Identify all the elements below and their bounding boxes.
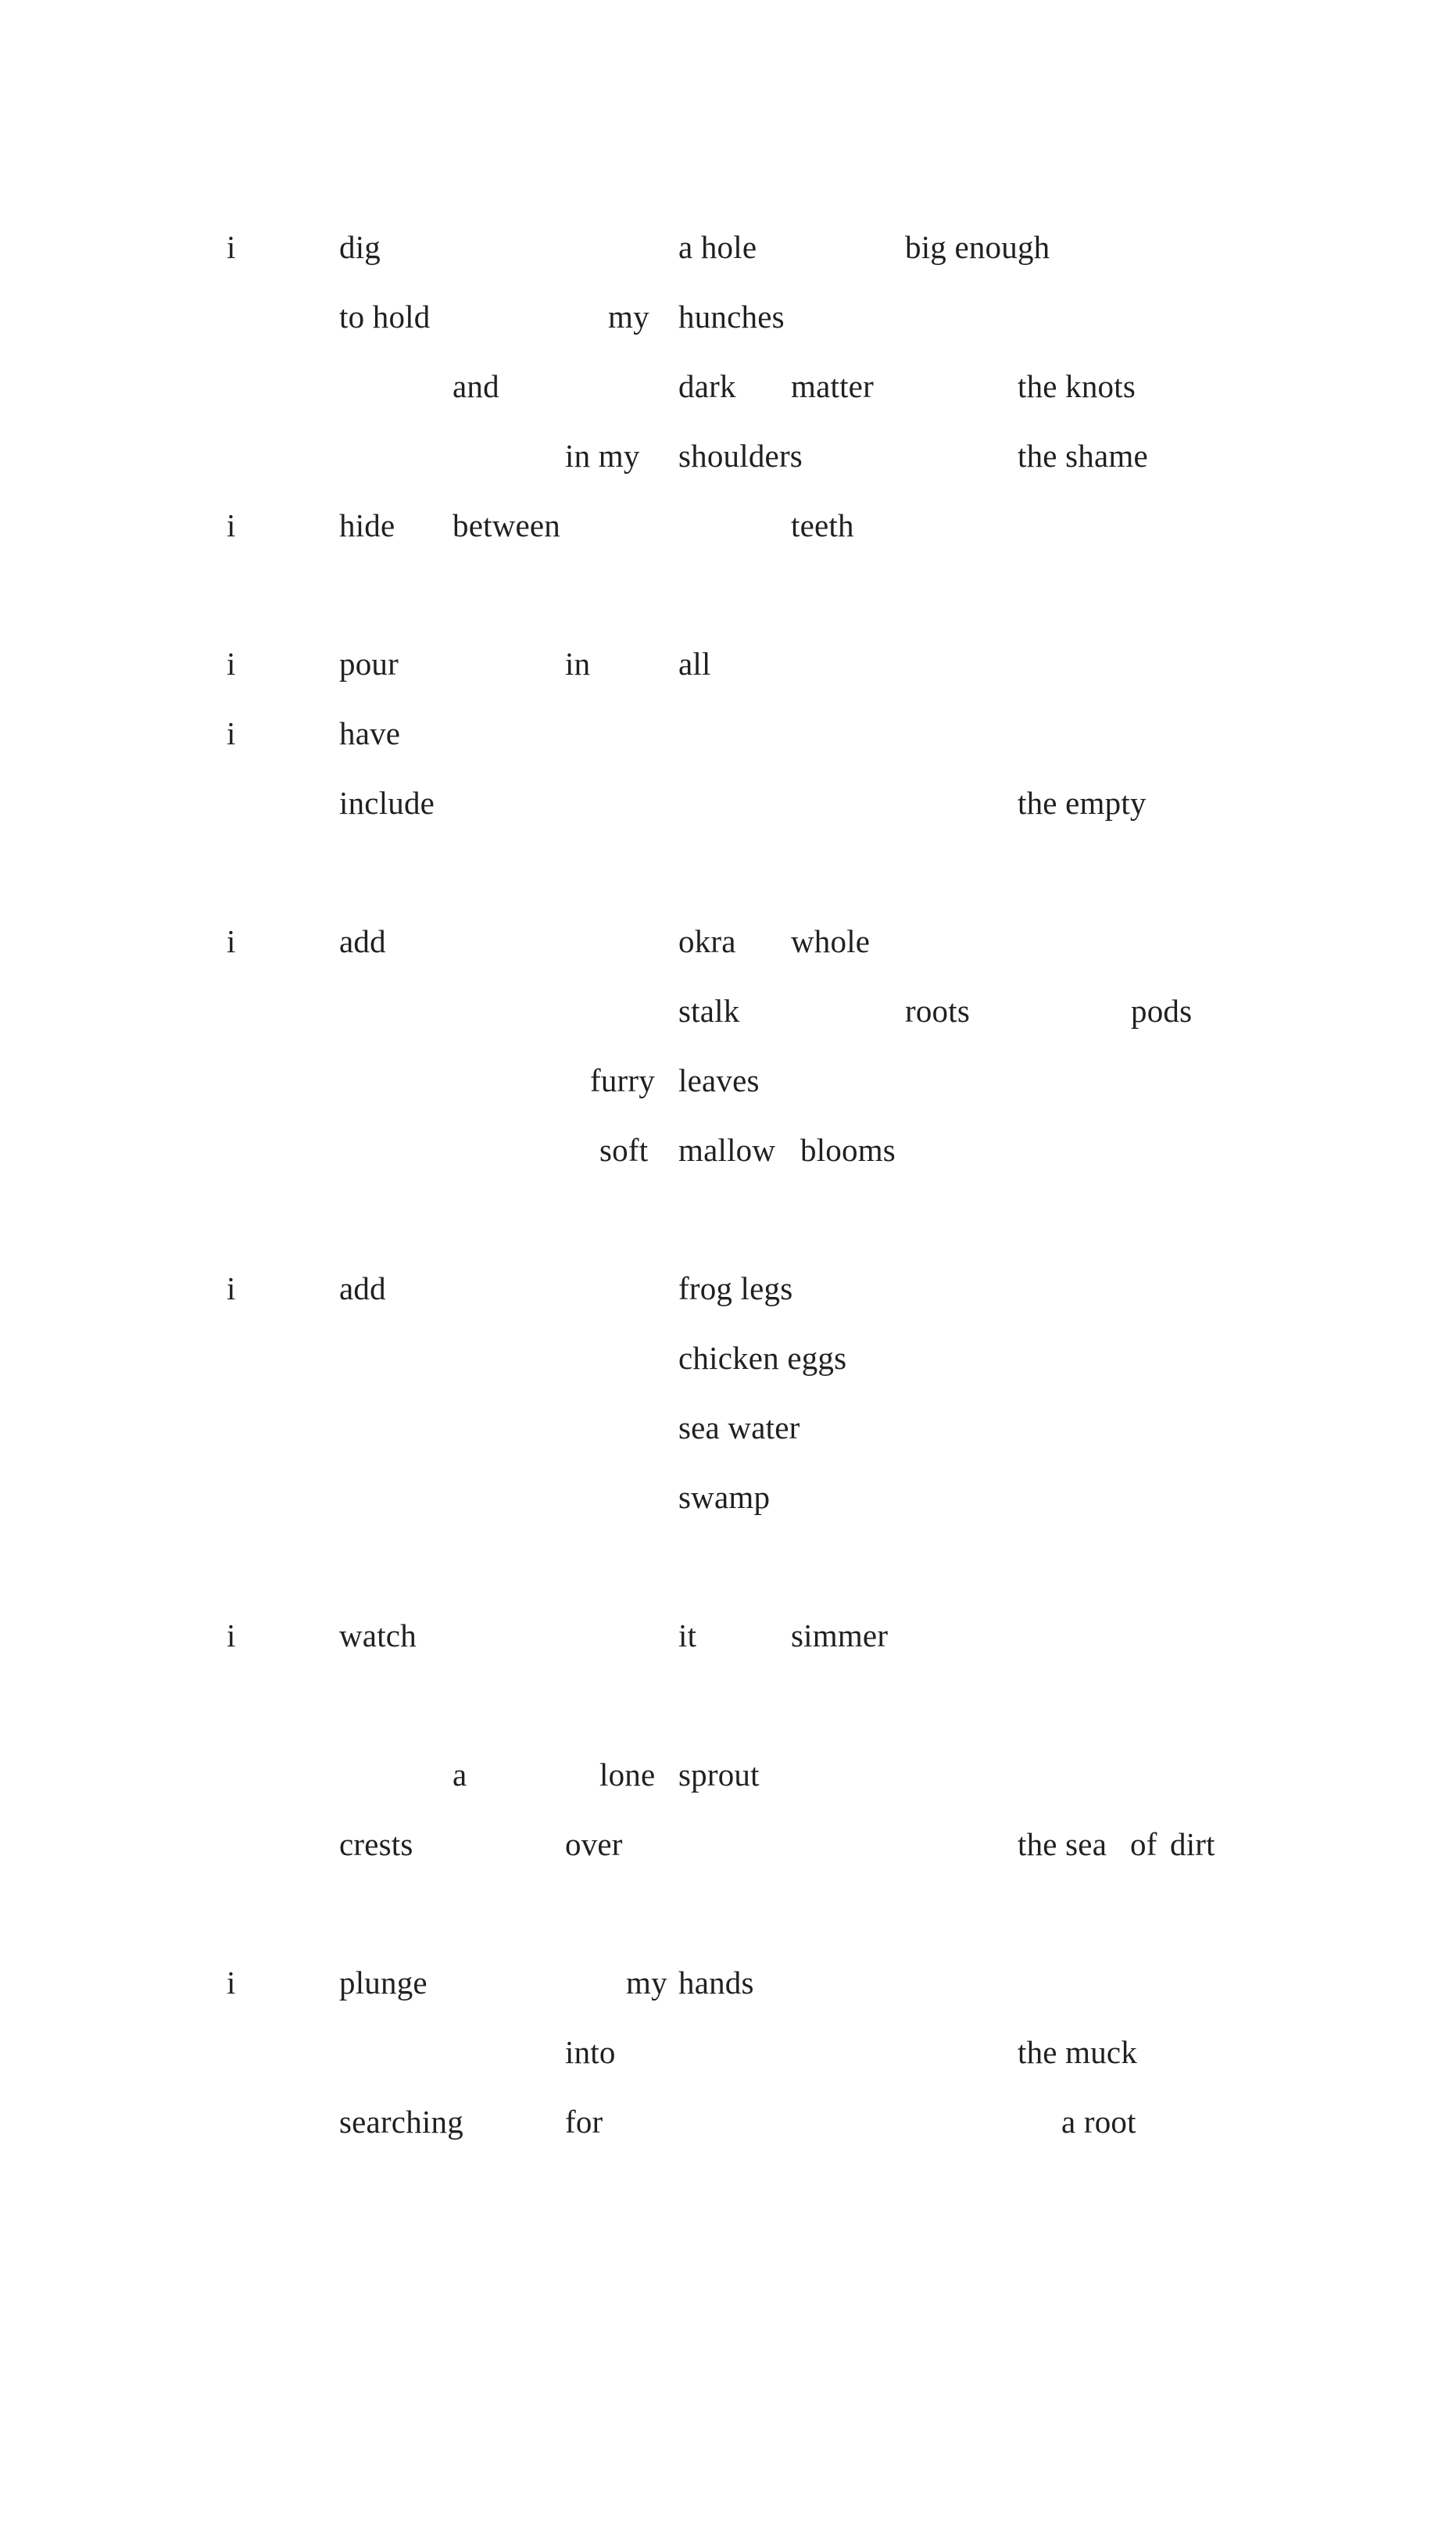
poem-word: frog legs xyxy=(678,1270,793,1306)
poem-word: whole xyxy=(791,923,871,959)
poem-word: i xyxy=(227,646,236,682)
poem-word: into xyxy=(565,2034,616,2070)
poem-word: searching xyxy=(339,2104,463,2140)
poem-word: my xyxy=(608,299,649,335)
poem-word: in xyxy=(565,646,591,682)
poem-word: watch xyxy=(339,1617,417,1653)
poem-word: chicken eggs xyxy=(678,1340,847,1376)
poem-word: i xyxy=(227,1965,236,2001)
poem-word: i xyxy=(227,507,236,543)
poem-word: in my xyxy=(565,438,640,474)
poem-word: and xyxy=(453,368,499,404)
poem-word: dirt xyxy=(1170,1826,1215,1862)
poem-word: shoulders xyxy=(678,438,803,474)
poem-word: a hole xyxy=(678,229,757,265)
poem-word: matter xyxy=(791,368,874,404)
poem-word: have xyxy=(339,715,401,751)
poem-word: dig xyxy=(339,229,381,265)
poem-word: my xyxy=(626,1965,667,2001)
poem-word: stalk xyxy=(678,993,740,1029)
poem-word: furry xyxy=(590,1062,655,1098)
poem-word: roots xyxy=(905,993,970,1029)
poem-word: crests xyxy=(339,1826,413,1862)
poem-word: sprout xyxy=(678,1757,760,1793)
poem-word: leaves xyxy=(678,1062,760,1098)
poem-word: i xyxy=(227,1270,236,1306)
poem-word: over xyxy=(565,1826,623,1862)
poem-word: lone xyxy=(599,1757,656,1793)
poem-word: between xyxy=(453,507,560,543)
poem-word: i xyxy=(227,229,236,265)
poem-word: include xyxy=(339,785,435,821)
poem-word: pods xyxy=(1131,993,1193,1029)
poem-word: big enough xyxy=(905,229,1050,265)
poem-word: plunge xyxy=(339,1965,427,2001)
poem-word: sea water xyxy=(678,1410,800,1445)
poem-word: to hold xyxy=(339,299,431,335)
poem-word: add xyxy=(339,923,386,959)
poem-word: the knots xyxy=(1018,368,1136,404)
poem-word: the shame xyxy=(1018,438,1148,474)
poem-word: the empty xyxy=(1018,785,1147,821)
poem-word: simmer xyxy=(791,1617,889,1653)
poem-word: hide xyxy=(339,507,395,543)
poem-word: soft xyxy=(599,1132,649,1168)
poem-word: pour xyxy=(339,646,399,682)
poem-word: all xyxy=(678,646,711,682)
poem-word: of xyxy=(1130,1826,1157,1862)
poem-word: hunches xyxy=(678,299,785,335)
poem-word: for xyxy=(565,2104,603,2140)
poem-word: teeth xyxy=(791,507,854,543)
poem-word: hands xyxy=(678,1965,754,2001)
poem-word: swamp xyxy=(678,1479,771,1515)
poem-word: okra xyxy=(678,923,736,959)
poem-word: i xyxy=(227,923,236,959)
poem-word: the muck xyxy=(1018,2034,1138,2070)
poem-word: dark xyxy=(678,368,736,404)
poem-word: mallow xyxy=(678,1132,776,1168)
poem-word: a xyxy=(453,1757,467,1793)
poem-word: it xyxy=(678,1617,697,1653)
poem-word: i xyxy=(227,715,236,751)
poem-word: add xyxy=(339,1270,386,1306)
poem-word: the sea xyxy=(1018,1826,1107,1862)
poem-word: a root xyxy=(1061,2104,1136,2140)
poem-word: blooms xyxy=(800,1132,896,1168)
poem-word: i xyxy=(227,1617,236,1653)
